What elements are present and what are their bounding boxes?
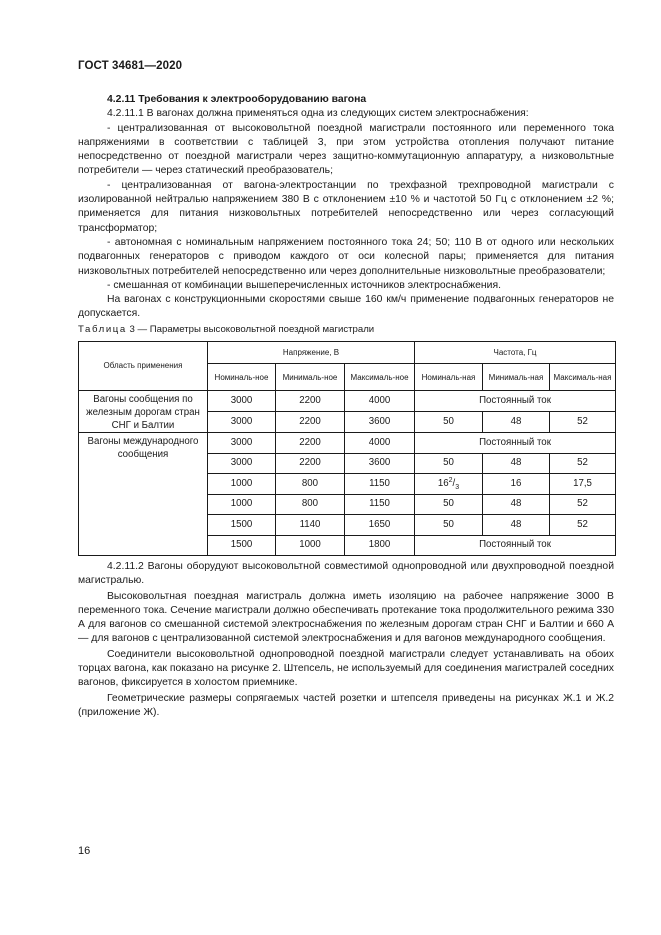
- table-cell: 3600: [345, 453, 415, 474]
- header-frequency: Частота, Гц: [415, 342, 616, 364]
- table-cell: 17,5: [550, 474, 616, 495]
- table-cell: 52: [550, 412, 616, 433]
- document-header: ГОСТ 34681—2020: [78, 60, 183, 72]
- table-cell: 48: [483, 494, 550, 515]
- table-row: [79, 433, 616, 454]
- table-cell: 48: [483, 453, 550, 474]
- table-cell: 50: [415, 494, 483, 515]
- table-cell: 48: [483, 412, 550, 433]
- header-area: Область применения: [79, 342, 208, 391]
- page-number: 16: [78, 845, 91, 857]
- table-cell: 2200: [276, 391, 345, 412]
- paragraph: Геометрические размеры сопрягаемых частей розетки и штепселя приведены на рисунках Ж.1 и Ж.2 (приложение Ж).: [78, 692, 614, 718]
- table-cell: 52: [550, 494, 616, 515]
- table-cell: 1150: [345, 474, 415, 495]
- section-4-2-11-2: [78, 560, 614, 720]
- table-cell: 1150: [345, 494, 415, 515]
- table-cell: 1000: [208, 494, 276, 515]
- speed-note: На вагонах с конструкционными скоростями свыше 160 км/ч применение подвагонных генераторов не допускается.: [78, 294, 614, 320]
- requirements-section: [78, 93, 614, 322]
- table-cell: 3000: [208, 412, 276, 433]
- caption-label: Таблица: [78, 324, 127, 335]
- table-cell: 1000: [208, 474, 276, 495]
- paragraph: 4.2.11.2 Вагоны оборудуют высоковольтной совместимой однопроводной или двухпроводной поездной магистралью.: [78, 561, 614, 587]
- parameters-table: [78, 341, 616, 556]
- table-cell: 800: [276, 494, 345, 515]
- header-frequency-max: Максималь-ная: [550, 364, 616, 391]
- paragraph: Соединители высоковольтной однопроводной поездной магистрали следует устанавливать на обоих торцах вагона, как показано на рисунке 2. Штепсель, не используемый для соединения магистралей соседних вагонов, фиксируется в холостом приемнике.: [78, 648, 614, 689]
- table-cell: 2200: [276, 412, 345, 433]
- table-cell: 3000: [208, 453, 276, 474]
- dc-cell: Постоянный ток: [415, 433, 616, 454]
- table-cell: 48: [483, 515, 550, 536]
- group-cis-baltic: Вагоны сообщения по железным дорогам стран СНГ и Балтии: [79, 391, 208, 433]
- table-cell: 1800: [345, 535, 415, 556]
- fraction-numerator: 2: [448, 476, 453, 484]
- table-cell: 4000: [345, 391, 415, 412]
- fraction-denominator: 3: [455, 483, 460, 491]
- table-cell: 3000: [208, 433, 276, 454]
- table-cell: 1500: [208, 515, 276, 536]
- table-caption: [78, 324, 374, 335]
- table-cell: 50: [415, 453, 483, 474]
- caption-text: 3 — Параметры высоковольтной поездной магистрали: [126, 324, 375, 335]
- dc-cell: Постоянный ток: [415, 535, 616, 556]
- intro-paragraph: 4.2.11.1 В вагонах должна применяться одна из следующих систем электроснабжения:: [107, 108, 529, 120]
- table-cell: 800: [276, 474, 345, 495]
- fraction-cell: $16^2/_3$: [415, 474, 483, 495]
- table-cell: 52: [550, 453, 616, 474]
- group-international: Вагоны международного сообщения: [79, 433, 208, 556]
- list-item: - автономная с номинальным напряжением постоянного тока 24; 50; 110 В от одного или нескольких подвагонных генераторов с приводом каждого от оси колесной пары; применяется для питания низковольтных потребителей непосредственно или через дополнительные низковольтные преобразователи;: [78, 236, 614, 277]
- header-voltage-min: Минималь-ное: [276, 364, 345, 391]
- dc-cell: Постоянный ток: [415, 391, 616, 412]
- table-cell: 3000: [208, 391, 276, 412]
- table-cell: 16: [483, 474, 550, 495]
- paragraph: Высоковольтная поездная магистраль должна иметь изоляцию на рабочее напряжение 3000 В переменного тока. Сечение магистрали должно обеспечивать протекание тока продолжительного режима 330 А для вагонов со смешанной системой электроснабжения по железным дорогам стран СНГ и Балтии и 660 А — для вагонов с централизованной системой электроснабжения и для вагонов международного сообщения.: [78, 590, 614, 645]
- table-cell: 3600: [345, 412, 415, 433]
- header-voltage-max: Максималь-ное: [345, 364, 415, 391]
- list-item: - смешанная от комбинации вышеперечисленных источников электроснабжения.: [107, 279, 501, 291]
- table-cell: 1500: [208, 535, 276, 556]
- table-cell: 50: [415, 515, 483, 536]
- table-cell: 1650: [345, 515, 415, 536]
- table-cell: 1140: [276, 515, 345, 536]
- header-voltage: Напряжение, В: [208, 342, 415, 364]
- fraction-whole: 16: [437, 477, 449, 489]
- section-heading: 4.2.11 Требования к электрооборудованию вагона: [107, 94, 367, 105]
- table-cell: 2200: [276, 453, 345, 474]
- table-cell: 4000: [345, 433, 415, 454]
- table-cell: 1000: [276, 535, 345, 556]
- header-voltage-nominal: Номиналь-ное: [208, 364, 276, 391]
- header-frequency-min: Минималь-ная: [483, 364, 550, 391]
- list-item: - централизованная от вагона-электростанции по трехфазной трехпроводной магистрали с изолированной нейтралью напряжением 380 В с отклонением ±10 % и частотой 50 Гц с отклонением ±2 %; применяется для питания низковольтных потребителей непосредственно или через согласующий трансформатор;: [78, 179, 614, 234]
- table-cell: 2200: [276, 433, 345, 454]
- table-cell: 52: [550, 515, 616, 536]
- table-row: [79, 391, 616, 412]
- header-frequency-nominal: Номиналь-ная: [415, 364, 483, 391]
- table-cell: 50: [415, 412, 483, 433]
- list-item: - централизованная от высоковольтной поездной магистрали постоянного или переменного тока напряжениями в соответствии с таблицей 3, при этом устройства отопления получают питание непосредственно от поездной магистрали через защитно-коммутационную аппаратуру, а низковольтные потребители — через статический преобразователь;: [78, 122, 614, 177]
